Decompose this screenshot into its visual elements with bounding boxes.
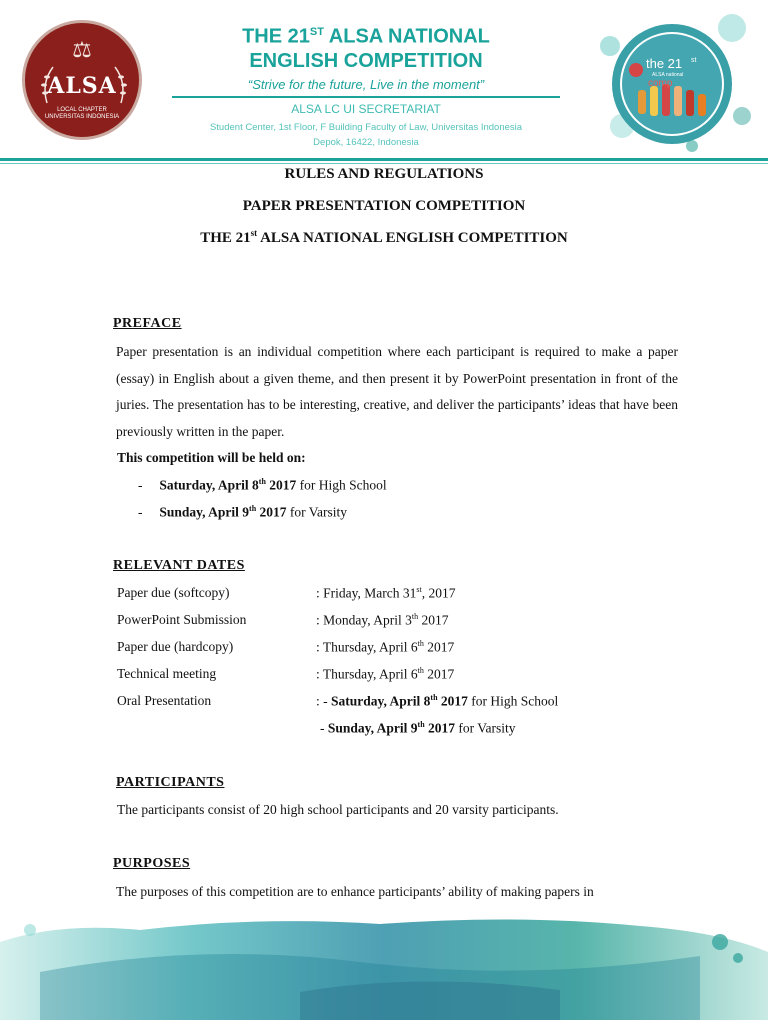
header-rule [0, 158, 768, 161]
letterhead-title [172, 20, 560, 92]
logo-chapter-text [25, 107, 139, 121]
oral-presentation-label: Oral Presentation [117, 693, 212, 708]
date-row-value: : Thursday, April 6th 2017 [316, 666, 455, 682]
logo-st-text: st [691, 57, 697, 64]
address-line1: Student Center, 1st Floor, F Building Faculty of Law, Universitas Indonesia [209, 122, 523, 133]
date-row-label: PowerPoint Submission [117, 612, 247, 627]
date-row-value: : Monday, April 3th 2017 [316, 612, 449, 628]
logo-the-21-text: the 21 [646, 56, 683, 71]
letterhead-title-line1: THE 21ST ALSA NATIONAL [242, 25, 490, 48]
schedule-item-highschool: - Saturday, April 8th 2017 for High School [138, 477, 387, 493]
relevant-dates-heading: RELEVANT DATES [113, 558, 245, 573]
schedule-item-varsity: - Sunday, April 9th 2017 for Varsity [138, 504, 348, 520]
participants-heading: PARTICIPANTS [116, 775, 225, 790]
purposes-heading: PURPOSES [113, 856, 191, 871]
preface-paragraph: Paper presentation is an individual competition where each participant is required to make a paper (essay) in English about a given theme, and then present it by PowerPoint presentation in front of the juries. The presentation has to be interesting, creative, and deliver the participants’ ideas that have been previously written in the paper. [116, 344, 678, 439]
national-competition-logo [592, 6, 752, 154]
logo-alsa-text: ALSA [47, 73, 117, 99]
date-row-label: Technical meeting [117, 666, 217, 681]
date-row-value: : Thursday, April 6th 2017 [316, 639, 455, 655]
letterhead-title-line2: ENGLISH COMPETITION [249, 49, 483, 72]
logo-comp-text: comp [648, 78, 673, 89]
letterhead [0, 0, 768, 160]
date-row-value: : Friday, March 31st, 2017 [316, 585, 456, 601]
held-on-label: This competition will be held on: [117, 450, 306, 465]
secretariat-label: ALSA LC UI SECRETARIAT [291, 102, 441, 116]
secretariat-address [172, 120, 560, 150]
logo-chapter-line1: LOCAL CHAPTER [57, 107, 107, 113]
letterhead-tagline: “Strive for the future, Live in the moment” [247, 76, 485, 92]
date-row-label: Paper due (softcopy) [117, 585, 230, 600]
date-row-label: Paper due (hardcopy) [117, 639, 234, 654]
oral-presentation-highschool: : - Saturday, April 8th 2017 for High School [316, 693, 559, 709]
logo-small-text: ALSA national [652, 72, 684, 78]
doc-title-rules: RULES AND REGULATIONS [284, 166, 484, 182]
alsa-lc-ui-logo [22, 20, 142, 140]
scales-of-justice-icon: ⚖ [72, 37, 92, 62]
watercolor-footer-decoration [0, 912, 768, 1024]
address-line2: Depok, 16422, Indonesia [313, 137, 419, 148]
purposes-text: The purposes of this competition are to enhance participants’ ability of making papers in [116, 884, 594, 899]
doc-title-competition: PAPER PRESENTATION COMPETITION [242, 198, 526, 214]
participants-text: The participants consist of 20 high school participants and 20 varsity participants. [117, 802, 559, 817]
header-rule-thin [0, 163, 768, 164]
preface-heading: PREFACE [113, 316, 182, 331]
doc-title-event: THE 21st ALSA NATIONAL ENGLISH COMPETITION [200, 228, 568, 246]
letterhead-divider [172, 96, 560, 98]
logo-chapter-line2: UNIVERSITAS INDONESIA [44, 114, 120, 120]
oral-presentation-varsity: - Sunday, April 9th 2017 for Varsity [320, 720, 516, 736]
